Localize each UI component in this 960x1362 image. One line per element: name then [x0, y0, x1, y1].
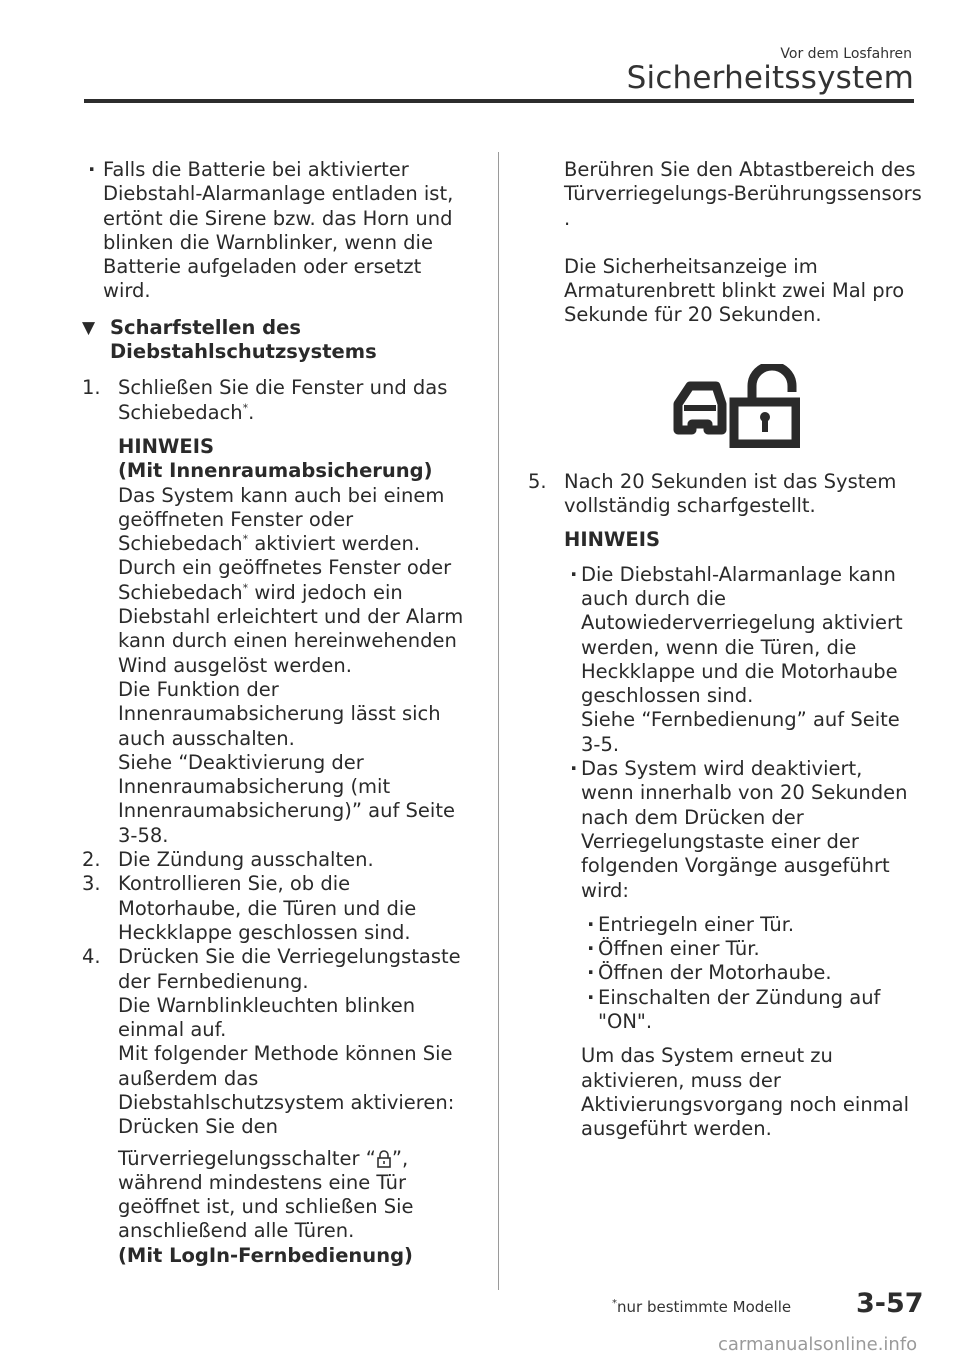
list-item: · Öffnen einer Tür.	[581, 937, 923, 961]
header-rule	[84, 99, 914, 103]
security-indicator-icon	[672, 364, 800, 448]
list-item: · Einschalten der Zündung auf "ON".	[581, 986, 923, 1035]
list-item: · Entriegeln einer Tür.	[581, 913, 923, 937]
watermark: carmanualsonline.info	[718, 1334, 918, 1355]
step-2: 2. Die Zündung ausschalten.	[82, 848, 374, 872]
step-1: 1. Schließen Sie die Fenster und das Schiebedach*.	[82, 376, 448, 424]
step-3: 3. Kontrollieren Sie, ob die Motorhaube, die Türen und die Heckklappe geschlossen sind.	[82, 872, 417, 944]
header-section: Vor dem Losfahren	[780, 46, 912, 62]
page-title: Sicherheitssystem	[626, 60, 914, 96]
note-interior: HINWEIS (Mit Innenraumabsicherung) Das System kann auch bei einem geöffneten Fenster oder Schiebedach* aktiviert werden. Durch ein geöffnetes Fenster oder Schiebedach* wird jedoch ein Diebstahl erleichtert und der Alarm kann durch einen hereinwehenden Wind ausgelöst werden. Die Funktion der Innenraumabsicherung lässt sich auch ausschalten. Siehe “Deaktivierung der Innenraumabsicherung (mit Innenraumabsicherung)” auf Seite 3-58.	[118, 434, 464, 847]
step-4: 4. Drücken Sie die Verriegelungstaste der Fernbedienung. Die Warnblinkleuchten blinken einmal auf. Mit folgender Methode können Sie außerdem das Diebstahlschutzsystem aktivieren: Drücken Sie den Türverriegelungsschalter “ ”, während mindestens eine Tür geöffnet ist, und schließen Sie anschließend alle Türen. (Mit LogIn-Fernbedienung)	[82, 945, 461, 1267]
right-column: Berühren Sie den Abtastbereich des Türverriegelungs-Berührungssensors . Die Sicherheitsanzeige im Armaturenbrett blinkt zwei Mal pro Sekunde für 20 Sekunden. 5. Nach 20 Sekunden ist das System vollständig scharfgestellt. HINWEIS · Die Diebstahl-Alarmanlage kann auch durch die Autowiederverriegelung aktiviert werden, wenn die Türen, die Heckklappe und die Motorhaube geschlossen sind. Siehe “Fernbedienung” auf Seite 3-5. · Das System wird deaktiviert, wenn innerhalb von 20 Sekunden nach dem Drücken der Verriegelungstaste einer der folgenden Vorgänge ausgeführt wird: · Entriegeln einer Tür. · Öffnen einer Tür. · Öffnen der Motorhaube. · Einschalten der Zündung auf "ON". Um das System erneut zu aktivieren, muss der Aktivierungsvorgang noch einmal ausgeführt werden.	[528, 158, 923, 1142]
section-heading: ▼ Scharfstellen des Diebstahlschutzsystems	[82, 315, 377, 364]
page-number: 3-57	[856, 1288, 924, 1319]
battery-bullet: · Falls die Batterie bei aktivierter Diebstahl-Alarmanlage entladen ist, ertönt die Sirene bzw. das Horn und blinken die Warnblinker, wenn die Batterie aufgeladen oder ersetzt wird.	[82, 158, 478, 304]
left-column	[82, 158, 478, 1268]
column-divider	[498, 152, 499, 1290]
step-5: 5. Nach 20 Sekunden ist das System vollständig scharfgestellt.	[528, 469, 897, 518]
footnote-models: *nur bestimmte Modelle	[612, 1298, 792, 1316]
triangle-down-icon: ▼	[82, 317, 96, 338]
door-lock-switch-icon	[376, 1150, 392, 1168]
note-auto-relock: HINWEIS · Die Diebstahl-Alarmanlage kann auch durch die Autowiederverriegelung aktiviert werden, wenn die Türen, die Heckklappe und die Motorhaube geschlossen sind. Siehe “Fernbedienung” auf Seite 3-5. · Das System wird deaktiviert, wenn innerhalb von 20 Sekunden nach dem Drücken der Verriegelungstaste einer der folgenden Vorgänge ausgeführt wird: · Entriegeln einer Tür. · Öffnen einer Tür. · Öffnen der Motorhaube. · Einschalten der Zündung auf "ON". Um das System erneut zu aktivieren, muss der Aktivierungsvorgang noch einmal ausgeführt werden.	[528, 528, 923, 1141]
list-item: · Öffnen der Motorhaube.	[581, 961, 923, 985]
